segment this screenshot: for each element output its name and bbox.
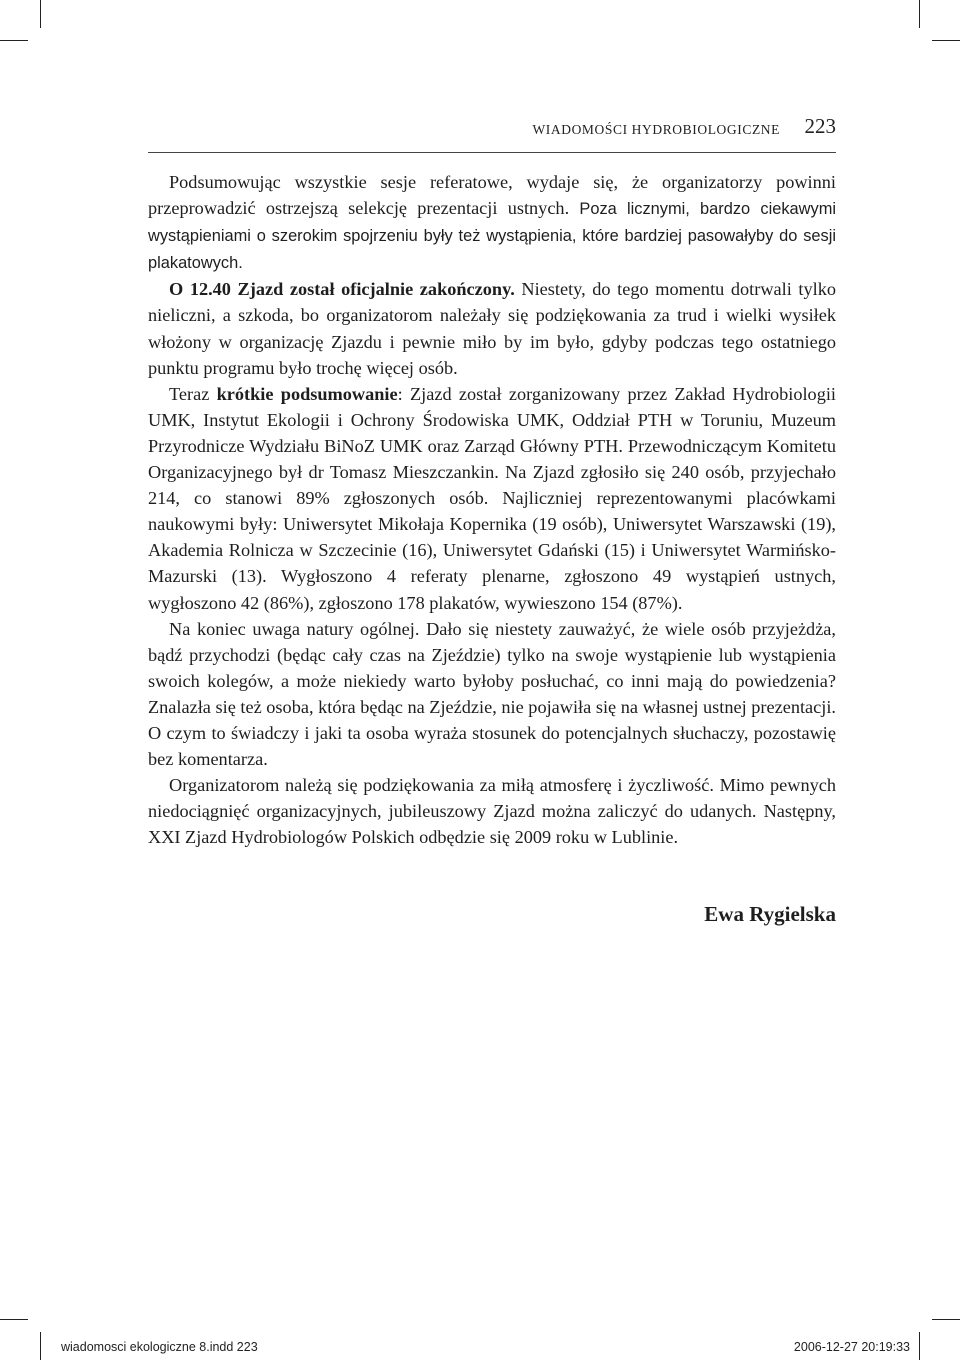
bold-phrase: krótkie podsumowanie (216, 383, 398, 404)
paragraph-text: Niestety, do tego momentu dotrwali tylko nieliczni, a szkoda, bo organizatorom należały się podziękowania za trud i wielki wysiłek włożony w organizację Zjazdu i pewnie miło by im było, gdyby podczas tego ostatniego punktu programu było trochę więcej osób. (148, 279, 836, 378)
slug-timestamp: 2006-12-27 20:19:33 (793, 1340, 910, 1354)
print-slug (0, 1328, 960, 1360)
article-body (148, 169, 836, 850)
page-number: 223 (804, 114, 836, 138)
paragraph-text: Podsumowując wszystkie sesje referatowe, wydaje się, że organizatorzy powinni przeprowadzić ostrzejszą selekcję prezentacji ustnych. (148, 172, 836, 219)
crop-mark (919, 0, 920, 28)
paragraph (148, 772, 836, 850)
author-signature: Ewa Rygielska (704, 902, 836, 926)
paragraph-text: : Zjazd został zorganizowany przez Zakład Hydrobiologii UMK, Instytut Ekologii i Ochrony Środowiska UMK, Oddział PTH w Toruniu, Muzeum Przyrodnicze Wydziału BiNoZ UMK oraz Zarząd Główny PTH. Przewodniczącym Komitetu Organizacyjnego był dr Tomasz Mieszczankin. Na Zjazd zgłosiło się 240 osób, przyjechało 214, co stanowi 89% zgłoszonych osób. Najliczniej reprezentowanymi placówkami naukowymi były: Uniwersytet Mikołaja Kopernika (19 osób), Uniwersytet Warszawski (19), Akademia Rolnicza w Szczecinie (16), Uniwersytet Gdański (15) i Uniwersytet Warmińsko-Mazurski (13). Wygłoszono 4 referaty plenarne, zgłoszono 49 wystąpień ustnych, wygłoszono 42 (86%), zgłoszono 178 plakatów, wywieszono 154 (87%). (148, 383, 836, 613)
paragraph-text: Organizatorom należą się podziękowania za miłą atmosferę i życzliwość. Mimo pewnych niedociągnięć organizacyjnych, jubileuszowy Zjazd można zaliczyć do udanych. Następny, XXI Zjazd Hydrobiologów Polskich odbędzie się 2009 roku w Lublinie. (148, 775, 836, 848)
paragraph (148, 616, 836, 773)
paragraph-text: Teraz (169, 383, 217, 404)
crop-mark (932, 1319, 960, 1320)
paragraph (148, 381, 836, 616)
slug-file: wiadomosci ekologiczne 8.indd 223 (61, 1340, 258, 1354)
header-rule (148, 152, 836, 153)
crop-mark (0, 40, 28, 41)
paragraph-text: Na koniec uwaga natury ogólnej. Dało się niestety zauważyć, że wiele osób przyjeżdża, bądź przychodzi (będąc cały czas na Zjeździe) tylko na swoje wystąpienie lub wystąpienia swoich kolegów, a może niekiedy warto byłoby posłuchać, co inni mają do powiedzenia? Znalazła się też osoba, która będąc na Zjeździe, nie pojawiła się na własnej ustnej prezentacji. O czym to świadczy i jaki ta osoba wyraża stosunek do potencjalnych słuchaczy, pozostawię bez komentarza. (148, 618, 836, 770)
paragraph-text: Poza licznymi, bardzo ciekawymi wystąpieniami o szerokim spojrzeniu były też wystąpienia, które bardziej pasowałyby do sesji plakatowych. (148, 200, 836, 273)
crop-mark (40, 0, 41, 28)
crop-mark (0, 1319, 28, 1320)
running-header (148, 114, 836, 152)
paragraph (148, 276, 836, 380)
crop-mark (932, 40, 960, 41)
paragraph (148, 169, 836, 276)
bold-phrase: O 12.40 Zjazd został oficjalnie zakończony. (169, 279, 515, 300)
running-title: WIADOMOŚCI HYDROBIOLOGICZNE (532, 122, 780, 137)
